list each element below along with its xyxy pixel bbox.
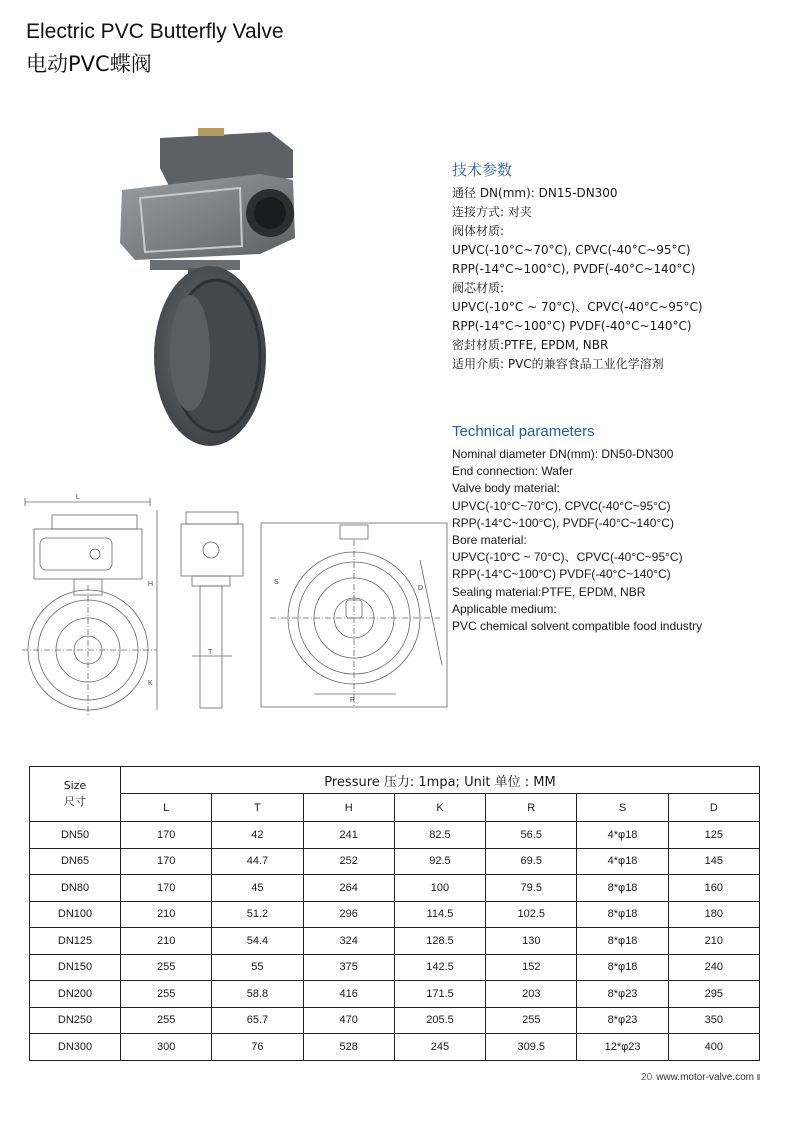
spec-en-line: Valve body material: <box>452 481 560 496</box>
table-cell: 300 <box>121 1034 212 1061</box>
table-cell: 528 <box>303 1034 394 1061</box>
page-title-cn: 电动PVC蝶阀 <box>26 52 152 76</box>
size-cell: DN300 <box>30 1034 121 1061</box>
table-cell: 4*φ18 <box>577 822 668 849</box>
spec-en-line: Sealing material:PTFE, EPDM, NBR <box>452 584 646 599</box>
column-header-r: R <box>486 794 577 822</box>
table-cell: 125 <box>668 822 759 849</box>
table-cell: 240 <box>668 954 759 981</box>
table-cell: 65.7 <box>212 1007 303 1034</box>
size-cell: DN80 <box>30 875 121 902</box>
table-cell: 180 <box>668 901 759 928</box>
spec-en-line: Nominal diameter DN(mm): DN50-DN300 <box>452 447 674 461</box>
spec-en-line: Applicable medium: <box>452 601 557 616</box>
dim-label-T: T <box>208 649 213 656</box>
table-cell: 12*φ23 <box>577 1034 668 1061</box>
table-cell: 295 <box>668 981 759 1008</box>
table-cell: 145 <box>668 848 759 875</box>
table-cell: 128.5 <box>394 928 485 955</box>
spec-cn-line: 通径 DN(mm): DN15-DN300 <box>452 186 618 200</box>
table-cell: 79.5 <box>486 875 577 902</box>
table-cell: 152 <box>486 954 577 981</box>
column-header-s: S <box>577 794 668 822</box>
table-cell: 8*φ18 <box>577 901 668 928</box>
table-cell: 44.7 <box>212 848 303 875</box>
table-cell: 241 <box>303 822 394 849</box>
spec-en-line: UPVC(-10°C ~ 70°C)、CPVC(-40°C~95°C) <box>452 550 683 565</box>
table-row <box>30 901 760 928</box>
table-cell: 171.5 <box>394 981 485 1008</box>
column-header-d: D <box>668 794 759 822</box>
table-row <box>30 875 760 902</box>
side-view-drawing <box>178 508 248 711</box>
size-cell: DN100 <box>30 901 121 928</box>
spec-cn-line: UPVC(-10°C~70°C), CPVC(-40°C~95°C) <box>452 243 691 257</box>
table-cell: 255 <box>486 1007 577 1034</box>
size-label-cn: 尺寸 <box>64 795 86 808</box>
table-cell: 296 <box>303 901 394 928</box>
size-label-en: Size <box>63 779 87 792</box>
spec-cn-line: 阀体材质: <box>452 224 505 238</box>
table-row <box>30 954 760 981</box>
table-cell: 51.2 <box>212 901 303 928</box>
dim-label-S: S <box>274 579 279 586</box>
spec-cn-line: 密封材质:PTFE, EPDM, NBR <box>452 338 609 352</box>
table-cell: 92.5 <box>394 848 485 875</box>
table-row <box>30 1007 760 1034</box>
spec-en-block <box>452 422 702 635</box>
spec-en-line: RPP(-14°C~100°C), PVDF(-40°C~140°C) <box>452 515 674 530</box>
page-title: Electric PVC Butterfly Valve <box>26 20 284 43</box>
column-header-h: H <box>303 794 394 822</box>
table-cell: 82.5 <box>394 822 485 849</box>
dim-label-H: H <box>148 581 154 588</box>
table-cell: 170 <box>121 875 212 902</box>
size-cell: DN200 <box>30 981 121 1008</box>
column-header-k: K <box>394 794 485 822</box>
table-cell: 42 <box>212 822 303 849</box>
table-cell: 160 <box>668 875 759 902</box>
page-number: 20 <box>641 1072 653 1083</box>
table-cell: 8*φ18 <box>577 928 668 955</box>
table-cell: 255 <box>121 954 212 981</box>
valve-product-image <box>110 128 305 448</box>
table-cell: 416 <box>303 981 394 1008</box>
pressure-header: Pressure 压力: 1mpa; Unit 单位 : MM <box>121 767 760 794</box>
table-cell: 255 <box>121 981 212 1008</box>
size-cell: DN250 <box>30 1007 121 1034</box>
column-header-row <box>30 794 760 822</box>
page-footer <box>641 1072 760 1083</box>
table-cell: 210 <box>121 928 212 955</box>
table-cell: 264 <box>303 875 394 902</box>
table-cell: 130 <box>486 928 577 955</box>
table-cell: 350 <box>668 1007 759 1034</box>
table-cell: 8*φ23 <box>577 1007 668 1034</box>
table-cell: 56.5 <box>486 822 577 849</box>
table-row <box>30 981 760 1008</box>
size-cell: DN125 <box>30 928 121 955</box>
table-cell: 142.5 <box>394 954 485 981</box>
spec-cn-line: 适用介质: PVC的兼容食品工业化学溶剂 <box>452 357 664 371</box>
table-row <box>30 848 760 875</box>
spec-en-line: End connection: Wafer <box>452 464 573 479</box>
spec-en-heading: Technical parameters <box>452 423 595 440</box>
table-cell: 55 <box>212 954 303 981</box>
spec-cn-line: RPP(-14°C~100°C) PVDF(-40°C~140°C) <box>452 319 692 333</box>
dim-label-L: L <box>76 494 80 501</box>
size-cell: DN150 <box>30 954 121 981</box>
spec-en-line: PVC chemical solvent compatible food industry <box>452 619 703 634</box>
table-cell: 54.4 <box>212 928 303 955</box>
spec-cn-block <box>452 160 703 374</box>
column-header-t: T <box>212 794 303 822</box>
dim-label-R: R <box>350 697 356 704</box>
table-cell: 102.5 <box>486 901 577 928</box>
table-cell: 245 <box>394 1034 485 1061</box>
spec-en-line: Bore material: <box>452 533 527 548</box>
table-cell: 255 <box>121 1007 212 1034</box>
size-cell: DN50 <box>30 822 121 849</box>
table-cell: 400 <box>668 1034 759 1061</box>
table-cell: 252 <box>303 848 394 875</box>
table-cell: 210 <box>121 901 212 928</box>
size-cell: DN65 <box>30 848 121 875</box>
table-cell: 4*φ18 <box>577 848 668 875</box>
dim-label-K: K <box>148 680 153 687</box>
page-mark-icon <box>757 1074 760 1080</box>
table-cell: 58.8 <box>212 981 303 1008</box>
table-cell: 205.5 <box>394 1007 485 1034</box>
table-cell: 45 <box>212 875 303 902</box>
spec-cn-line: 连接方式: 对夹 <box>452 205 532 219</box>
table-row <box>30 1034 760 1061</box>
table-cell: 170 <box>121 848 212 875</box>
spec-en-line: UPVC(-10°C~70°C), CPVC(-40°C~95°C) <box>452 498 671 513</box>
spec-cn-line: UPVC(-10°C ~ 70°C)、CPVC(-40°C~95°C) <box>452 300 703 314</box>
table-cell: 203 <box>486 981 577 1008</box>
front-view-drawing <box>22 490 162 715</box>
table-cell: 309.5 <box>486 1034 577 1061</box>
column-header-l: L <box>121 794 212 822</box>
table-cell: 8*φ18 <box>577 954 668 981</box>
table-cell: 210 <box>668 928 759 955</box>
table-cell: 8*φ18 <box>577 875 668 902</box>
table-cell: 375 <box>303 954 394 981</box>
dimension-table <box>29 766 760 1061</box>
spec-cn-line: 阀芯材质: <box>452 281 505 295</box>
spec-cn-heading: 技术参数 <box>452 161 513 179</box>
dim-label-D: D <box>418 585 424 592</box>
spec-en-line: RPP(-14°C~100°C) PVDF(-40°C~140°C) <box>452 567 671 582</box>
table-cell: 69.5 <box>486 848 577 875</box>
table-body <box>30 822 760 1061</box>
website-url: www.motor-valve.com <box>656 1072 754 1083</box>
table-cell: 324 <box>303 928 394 955</box>
spec-cn-line: RPP(-14°C~100°C), PVDF(-40°C~140°C) <box>452 262 696 276</box>
flange-view-drawing <box>260 520 448 710</box>
table-cell: 76 <box>212 1034 303 1061</box>
table-row <box>30 822 760 849</box>
table-cell: 114.5 <box>394 901 485 928</box>
table-row <box>30 928 760 955</box>
table-cell: 170 <box>121 822 212 849</box>
table-cell: 100 <box>394 875 485 902</box>
table-cell: 8*φ23 <box>577 981 668 1008</box>
table-cell: 470 <box>303 1007 394 1034</box>
size-header <box>30 767 121 822</box>
